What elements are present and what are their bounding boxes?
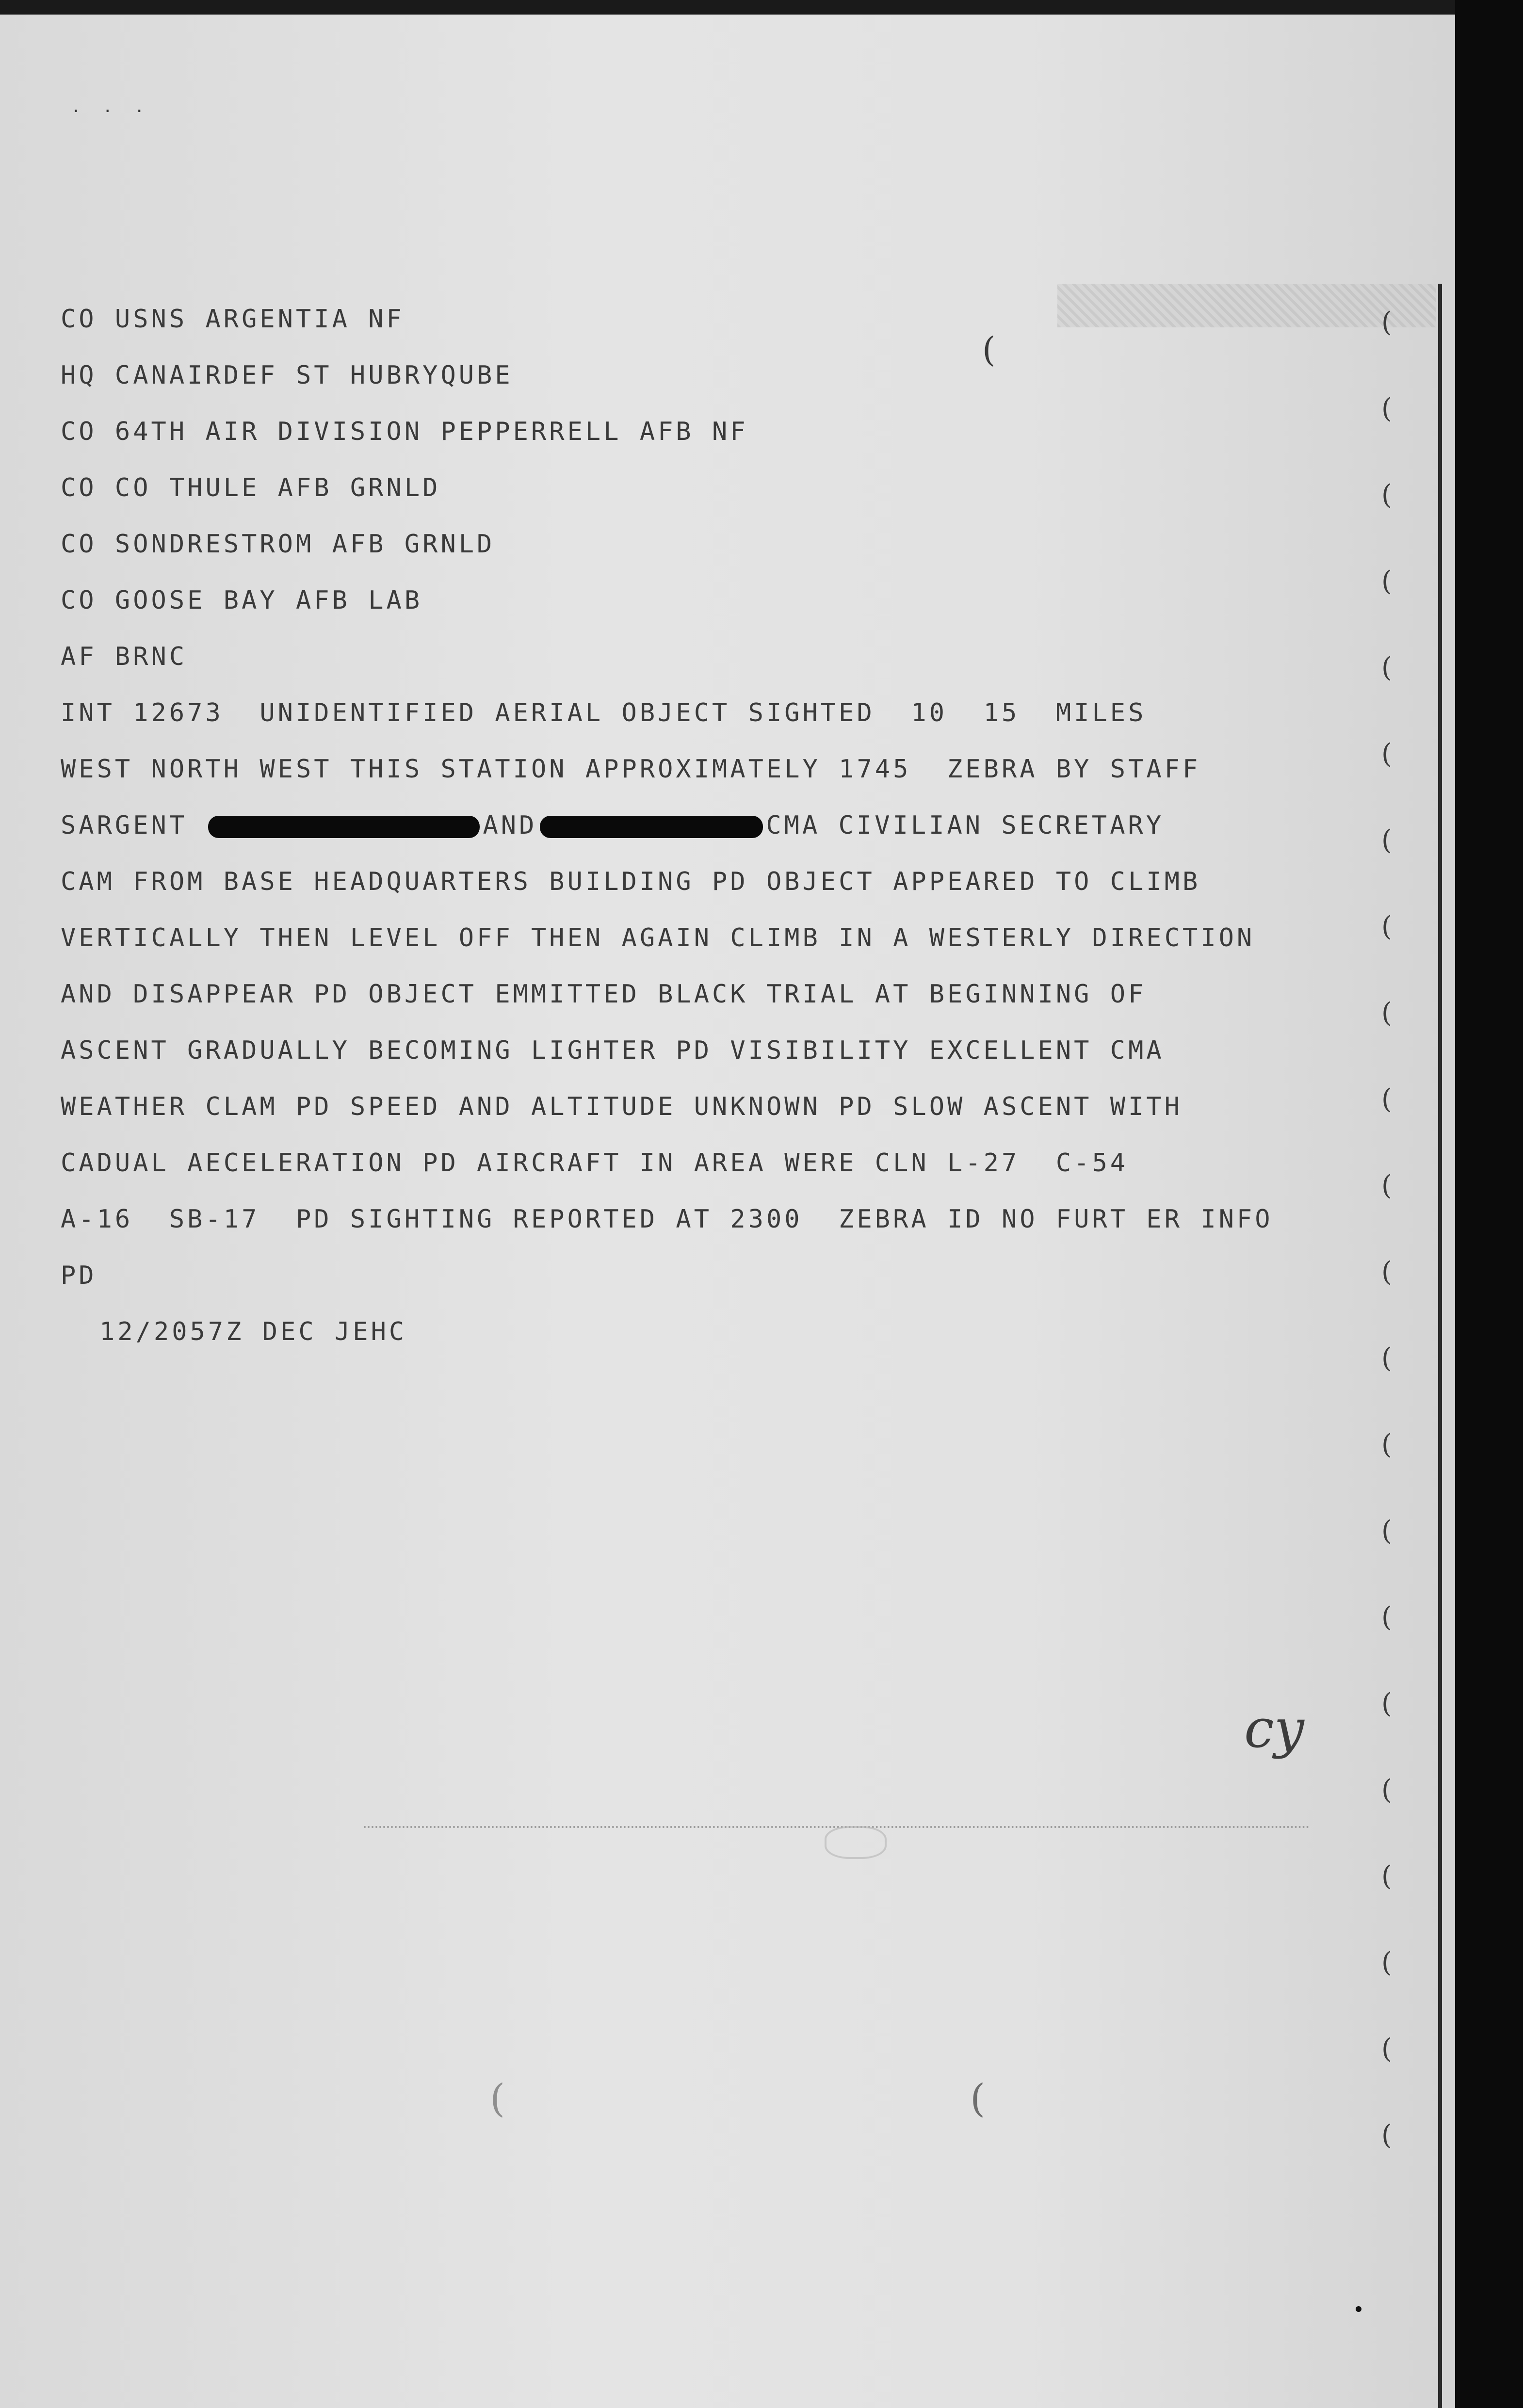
margin-mark: (	[1381, 307, 1392, 338]
addressee-line: HQ CANAIRDEF ST HUBRYQUBE	[61, 361, 513, 390]
margin-mark: (	[1381, 1256, 1392, 1288]
margin-mark: (	[1381, 2119, 1392, 2151]
addressee-line: CO GOOSE BAY AFB LAB	[61, 586, 423, 615]
handwritten-initials: cy	[1244, 1697, 1304, 1760]
margin-mark: (	[1381, 566, 1392, 597]
margin-mark: (	[1381, 1947, 1392, 1978]
margin-mark: (	[1381, 1429, 1392, 1460]
message-text: SARGENT	[61, 811, 206, 840]
ink-smudge	[825, 1826, 887, 1859]
ink-dot	[1356, 2306, 1361, 2312]
date-time-group: 12/2057Z DEC JEHC	[99, 1317, 407, 1346]
message-line: INT 12673 UNIDENTIFIED AERIAL OBJECT SIGHTED 10 15 MILES	[61, 698, 1147, 727]
message-text: CMA CIVILIAN SECRETARY	[766, 811, 1165, 840]
margin-mark: (	[1381, 911, 1392, 942]
addressee-line: AF BRNC	[61, 642, 188, 671]
page-edge-line	[1438, 284, 1442, 2408]
stray-paren-upper: (	[982, 330, 996, 370]
message-line: ASCENT GRADUALLY BECOMING LIGHTER PD VISIBILITY EXCELLENT CMA	[61, 1036, 1165, 1065]
margin-marks	[1381, 307, 1401, 2210]
message-line: VERTICALLY THEN LEVEL OFF THEN AGAIN CLIMB IN A WESTERLY DIRECTION	[61, 923, 1255, 953]
margin-mark: (	[1381, 738, 1392, 770]
message-line: CADUAL AECELERATION PD AIRCRAFT IN AREA WERE CLN L-27 C-54	[61, 1148, 1129, 1178]
addressee-line: CO USNS ARGENTIA NF	[61, 305, 405, 334]
addressee-line: CO SONDRESTROM AFB GRNLD	[61, 530, 495, 559]
margin-mark: (	[1381, 479, 1392, 511]
message-text: AND	[483, 811, 537, 840]
margin-mark: (	[1381, 1860, 1392, 1892]
addressee-line: CO 64TH AIR DIVISION PEPPERRELL AFB NF	[61, 417, 748, 446]
margin-mark: (	[1381, 2033, 1392, 2065]
message-line: WEATHER CLAM PD SPEED AND ALTITUDE UNKNOWN PD SLOW ASCENT WITH	[61, 1092, 1183, 1121]
redaction-bar	[208, 816, 480, 838]
message-line: AND DISAPPEAR PD OBJECT EMMITTED BLACK TRIAL AT BEGINNING OF	[61, 980, 1147, 1009]
margin-mark: (	[1381, 1774, 1392, 1806]
margin-mark: (	[1381, 1688, 1392, 1719]
margin-mark: (	[1381, 1515, 1392, 1547]
margin-mark: (	[1381, 393, 1392, 424]
addressee-line: CO CO THULE AFB GRNLD	[61, 473, 441, 502]
stray-paren-lower-right: (	[970, 2076, 986, 2121]
message-line: PD	[61, 1261, 97, 1290]
margin-mark: (	[1381, 1342, 1392, 1374]
message-line: CAM FROM BASE HEADQUARTERS BUILDING PD OBJECT APPEARED TO CLIMB	[61, 867, 1201, 896]
margin-mark: (	[1381, 1083, 1392, 1115]
message-line: WEST NORTH WEST THIS STATION APPROXIMATELY 1745 ZEBRA BY STAFF	[61, 755, 1201, 784]
message-line: A-16 SB-17 PD SIGHTING REPORTED AT 2300 ZEBRA ID NO FURT ER INFO	[61, 1205, 1273, 1234]
redaction-bar	[540, 816, 763, 838]
margin-mark: (	[1381, 824, 1392, 856]
margin-mark: (	[1381, 997, 1392, 1029]
message-body	[61, 291, 1322, 1360]
margin-mark: (	[1381, 1601, 1392, 1633]
stray-paren-lower-left: (	[490, 2076, 505, 2121]
margin-mark: (	[1381, 1170, 1392, 1201]
corner-marks: . . .	[73, 95, 152, 117]
message-line-with-redactions	[61, 797, 1322, 854]
top-scan-edge	[0, 0, 1455, 15]
margin-mark: (	[1381, 652, 1392, 683]
